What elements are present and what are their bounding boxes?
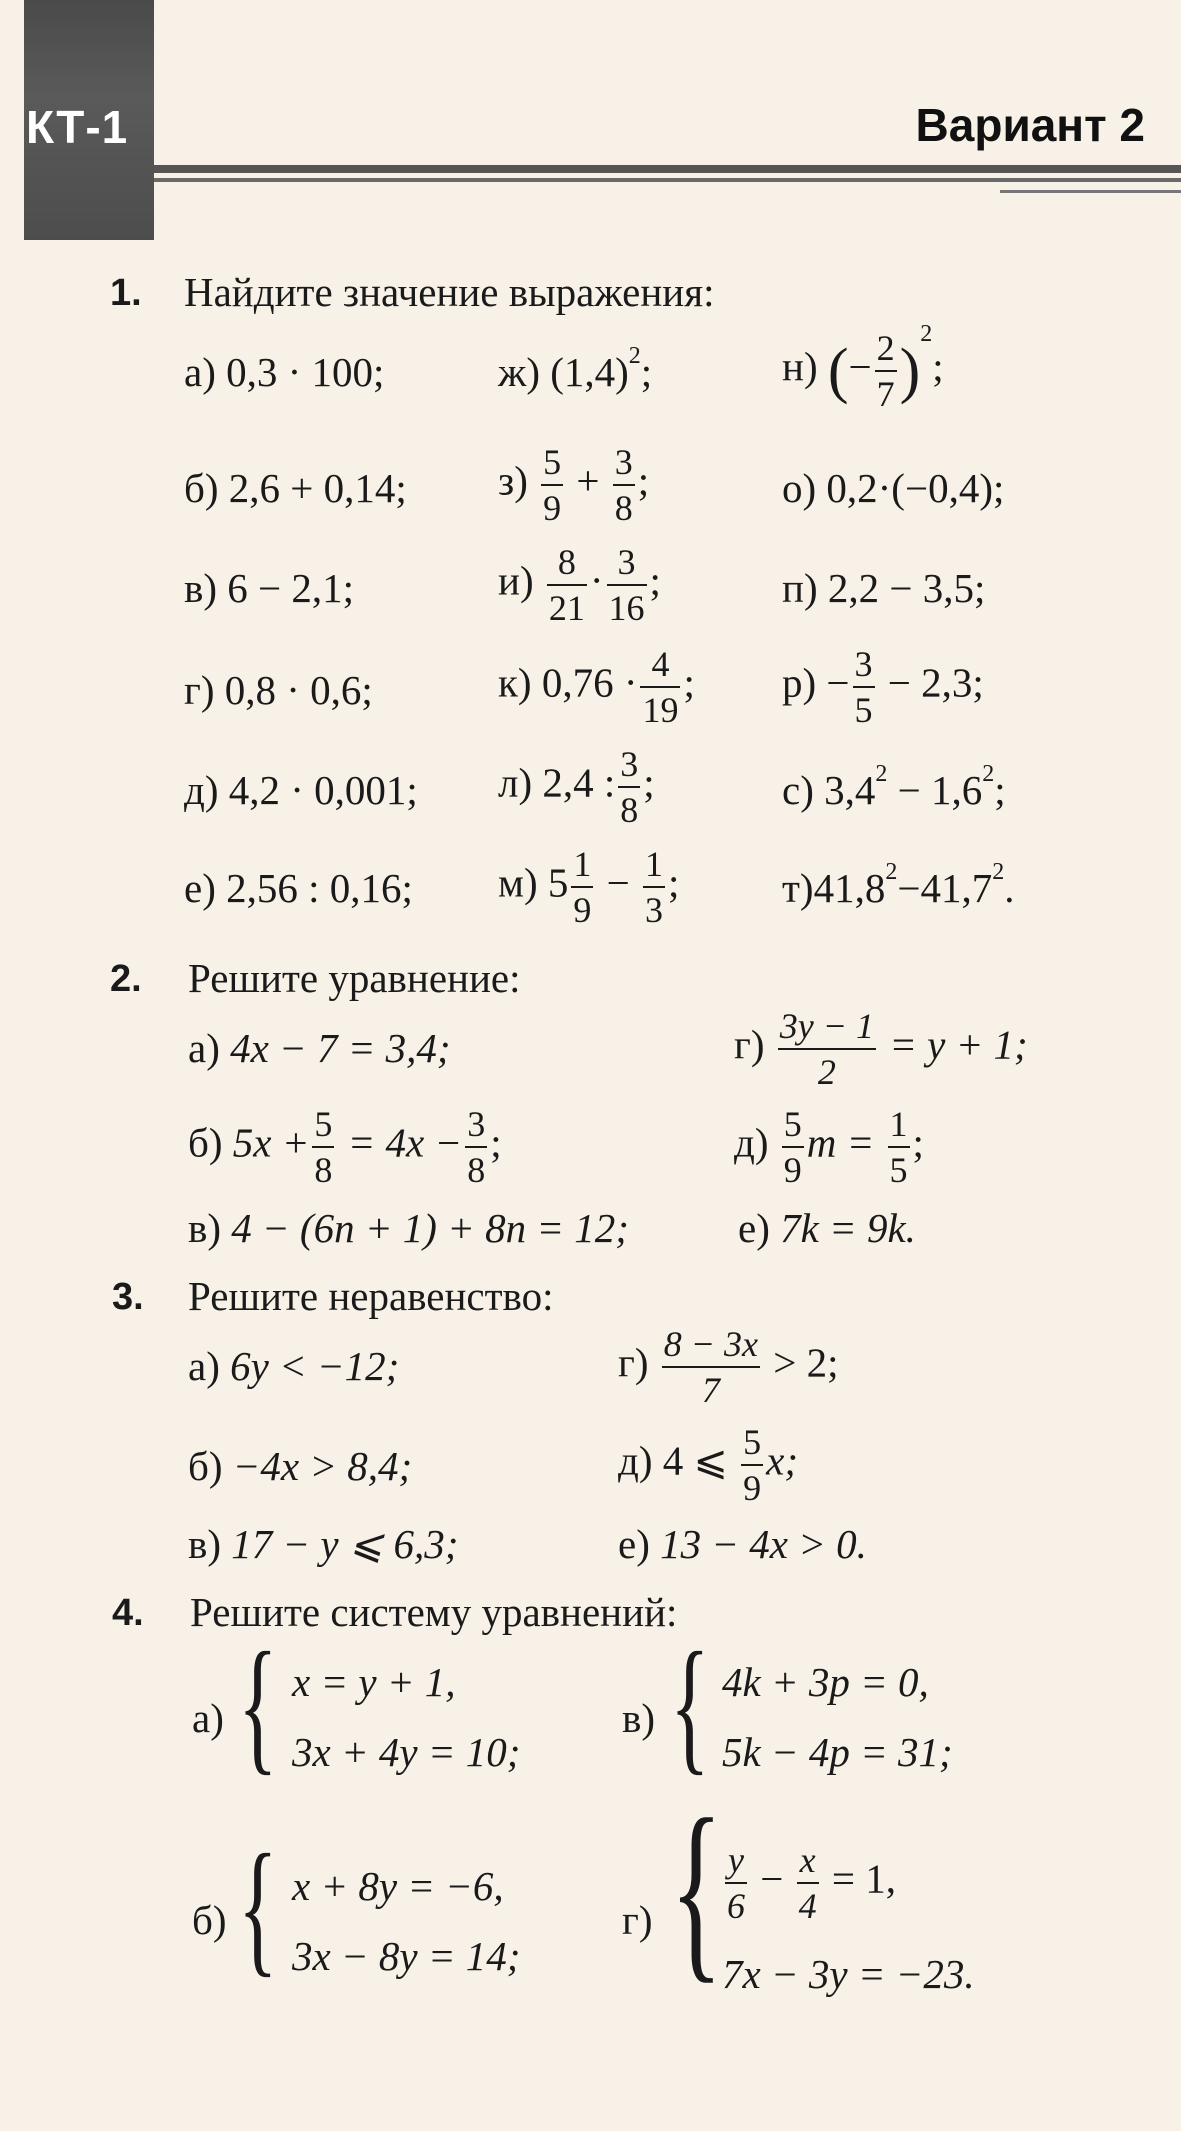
- task4-title: Решите систему уравнений:: [190, 1589, 678, 1635]
- task3-item-v: в) 17 − y ⩽ 6,3;: [188, 1521, 459, 1567]
- task4-item-b-eq1: x + 8y = −6,: [292, 1863, 504, 1909]
- task3-number: 3.: [112, 1276, 144, 1318]
- task4-item-g-label: г): [622, 1897, 653, 1943]
- task2-title: Решите уравнение:: [188, 955, 521, 1001]
- task1-item-e: е) 2,56 : 0,16;: [184, 865, 413, 911]
- task1-item-r: р) − $\frac{3}{5}$ − 2,3;: [782, 644, 984, 730]
- task1-item-zh: ж) $(1,4)^2$;: [498, 343, 653, 395]
- task4-item-v-eq2: 5k − 4p = 31;: [722, 1729, 953, 1775]
- task4-item-g-eq2: 7x − 3y = −23.: [722, 1951, 975, 1997]
- task2-item-v: в) 4 − (6n + 1) + 8n = 12;: [188, 1205, 629, 1251]
- task3-item-g: г) $\frac{8 - 3x}{7}$ > 2;: [618, 1324, 839, 1410]
- task3-item-a: а) 6y < −12;: [188, 1343, 400, 1389]
- task4-number: 4.: [112, 1592, 144, 1634]
- task3-item-d: д) 4 ⩽ $\frac{5}{9}$ x;: [618, 1422, 798, 1508]
- task2-item-e: е) 7k = 9k.: [738, 1205, 916, 1251]
- task4-item-a-eq2: 3x + 4y = 10;: [292, 1729, 521, 1775]
- header-rule-thin: [154, 178, 1181, 182]
- task4-item-b-eq2: 3x − 8y = 14;: [292, 1933, 521, 1979]
- task1-item-g: г) 0,8 · 0,6;: [184, 667, 373, 713]
- task4-item-v-label: в): [622, 1695, 656, 1741]
- task1-item-s: с) $3,4^2 - 1,6^2$;: [782, 761, 1006, 813]
- task1-item-p: п) 2,2 − 3,5;: [782, 565, 986, 611]
- task1-item-o: о) 0,2·(−0,4);: [782, 465, 1005, 511]
- task4-item-b-label: б): [192, 1897, 227, 1943]
- task1-item-z: з) $\frac{5}{9}$ + $\frac{3}{8}$ ;: [498, 442, 650, 528]
- task3-item-e: е) 13 − 4x > 0.: [618, 1521, 867, 1567]
- task2-item-b: б) 5x + $\frac{5}{8}$ = 4x − $\frac{3}{8}$ ;: [188, 1104, 502, 1190]
- task1-title: Найдите значение выражения:: [184, 269, 715, 315]
- task4-item-v-eq1: 4k + 3p = 0,: [722, 1659, 929, 1705]
- task1-item-v: в) 6 − 2,1;: [184, 565, 355, 611]
- system-brace: {: [670, 1622, 710, 1788]
- task1-item-k: к) 0,76 · $\frac{4}{19}$ ;: [498, 644, 695, 730]
- task1-number: 1.: [110, 272, 142, 314]
- task4-item-g-eq1: $\frac{y}{6}$ − $\frac{x}{4}$ = 1,: [727, 1840, 896, 1926]
- task1-item-t: $т)41,8^2-41,7^2$.: [782, 859, 1015, 911]
- task4-item-a-label: а): [192, 1695, 224, 1741]
- task2-item-g: г) $\frac{3y - 1}{2}$ = y + 1;: [734, 1006, 1028, 1092]
- system-brace: {: [238, 1622, 278, 1788]
- header-rule: [154, 165, 1181, 173]
- task1-item-d: д) 4,2 · 0,001;: [184, 767, 418, 813]
- task2-item-d: д) $\frac{5}{9}$ m = $\frac{1}{5}$ ;: [734, 1104, 924, 1190]
- task1-item-m: м) 5 $\frac{1}{9}$ − $\frac{1}{3}$ ;: [498, 844, 680, 930]
- task3-item-b: б) −4x > 8,4;: [188, 1443, 413, 1489]
- header-rule-short: [1000, 190, 1181, 193]
- task1-item-i: и) $\frac{8}{21}$ · $\frac{3}{16}$ ;: [498, 542, 661, 628]
- variant-title: Вариант 2: [915, 99, 1145, 151]
- header-tag: КТ-1: [26, 101, 129, 153]
- task1-item-b: б) 2,6 + 0,14;: [184, 465, 407, 511]
- system-brace: {: [670, 1779, 723, 2000]
- system-brace: {: [238, 1824, 278, 1990]
- task1-item-n: н) (− $\frac{2}{7}$ )$^2$;: [782, 321, 944, 414]
- task2-item-a: а) 4x − 7 = 3,4;: [188, 1025, 451, 1071]
- task2-number: 2.: [110, 958, 142, 1000]
- task3-title: Решите неравенство:: [188, 1273, 554, 1319]
- task4-item-a-eq1: x = y + 1,: [292, 1659, 456, 1705]
- task1-item-a: а) 0,3 · 100;: [184, 349, 385, 395]
- task1-item-l: л) 2,4 : $\frac{3}{8}$ ;: [498, 744, 655, 830]
